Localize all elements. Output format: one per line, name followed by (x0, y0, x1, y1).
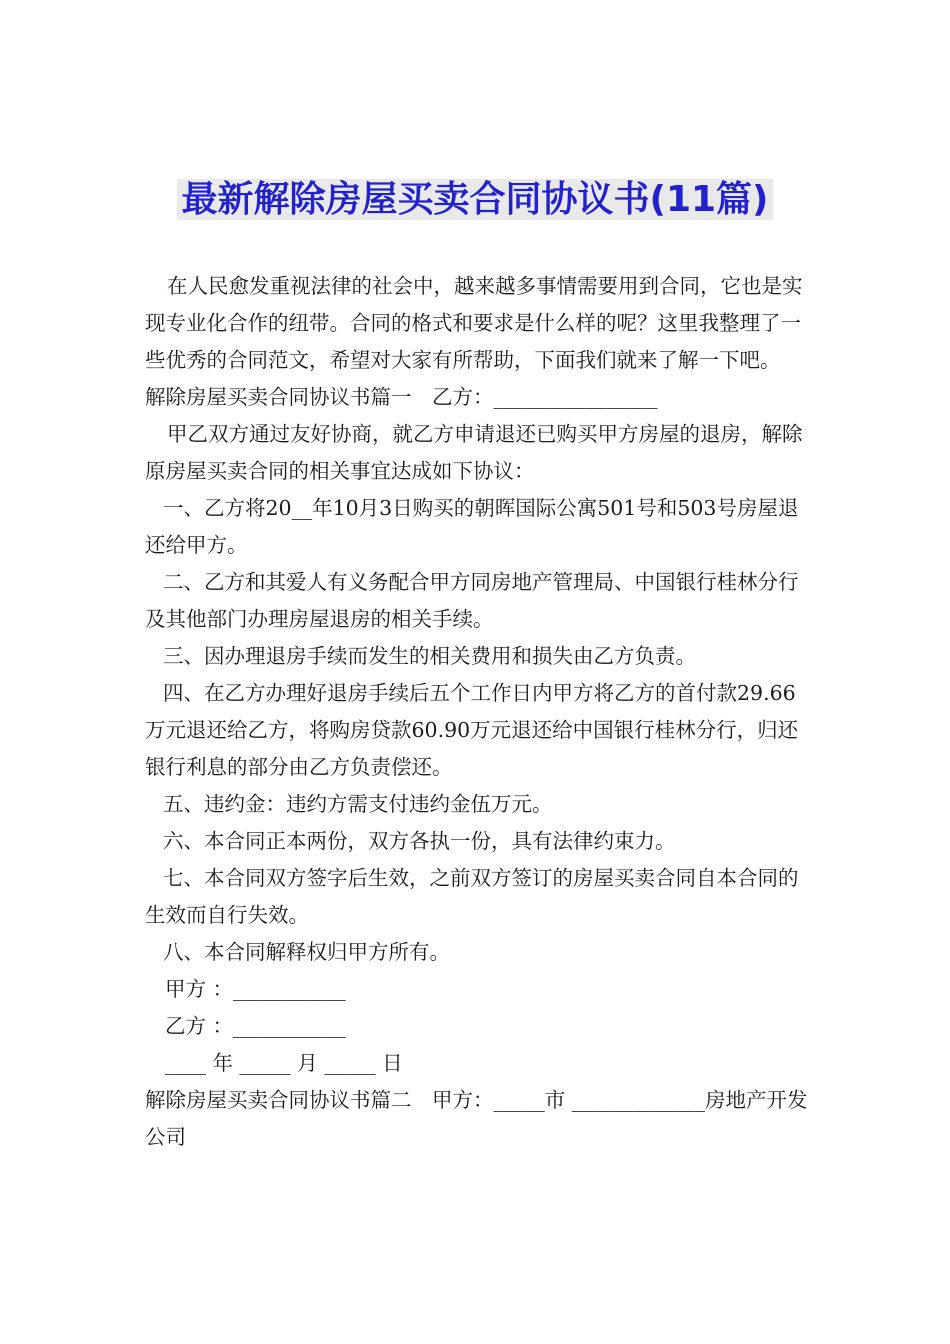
clause-3: 三、因办理退房手续而发生的相关费用和损失由乙方负责。 (163, 644, 696, 668)
section1-lead: 甲乙双方通过友好协商，就乙方申请退还已购买甲方房屋的退房，解除原房屋买卖合同的相关事宜达成如下协议： (145, 422, 803, 483)
clause-8: 八、本合同解释权归甲方所有。 (163, 940, 450, 964)
clause-4: 四、在乙方办理好退房手续后五个工作日内甲方将乙方的首付款29.66万元退还给乙方，将购房贷款60.90万元退还给中国银行桂林分行，归还银行利息的部分由乙方负责偿还。 (145, 681, 799, 779)
document-body (145, 268, 815, 1156)
clause-5: 五、违约金：违约方需支付违约金伍万元。 (163, 792, 553, 816)
clause-2: 二、乙方和其爱人有义务配合甲方同房地产管理局、中国银行桂林分行及其他部门办理房屋退房的相关手续。 (145, 570, 799, 631)
clause-6: 六、本合同正本两份，双方各执一份，具有法律约束力。 (163, 829, 676, 853)
document-title (0, 176, 950, 224)
section1-header: 解除房屋买卖合同协议书篇一 乙方：________________ (145, 385, 658, 409)
document-title-text: 最新解除房屋买卖合同协议书(11篇) (177, 179, 772, 220)
signature-party-a: 甲方 ：___________ (165, 977, 346, 1001)
signature-date: ____ 年 _____ 月 _____ 日 (165, 1051, 403, 1075)
clause-1: 一、乙方将20__年10月3日购买的朝晖国际公寓501号和503号房屋退还给甲方。 (145, 496, 799, 557)
section2-header: 解除房屋买卖合同协议书篇二 甲方：_____市 _____________房地产开发公司 (145, 1088, 808, 1149)
clause-7: 七、本合同双方签字后生效，之前双方签订的房屋买卖合同自本合同的生效而自行失效。 (145, 866, 799, 927)
intro-paragraph: 在人民愈发重视法律的社会中，越来越多事情需要用到合同，它也是实现专业化合作的纽带。合同的格式和要求是什么样的呢？这里我整理了一些优秀的合同范文，希望对大家有所帮助，下面我们就来了解一下吧。 (145, 274, 803, 372)
signature-party-b: 乙方 ：___________ (165, 1014, 346, 1038)
